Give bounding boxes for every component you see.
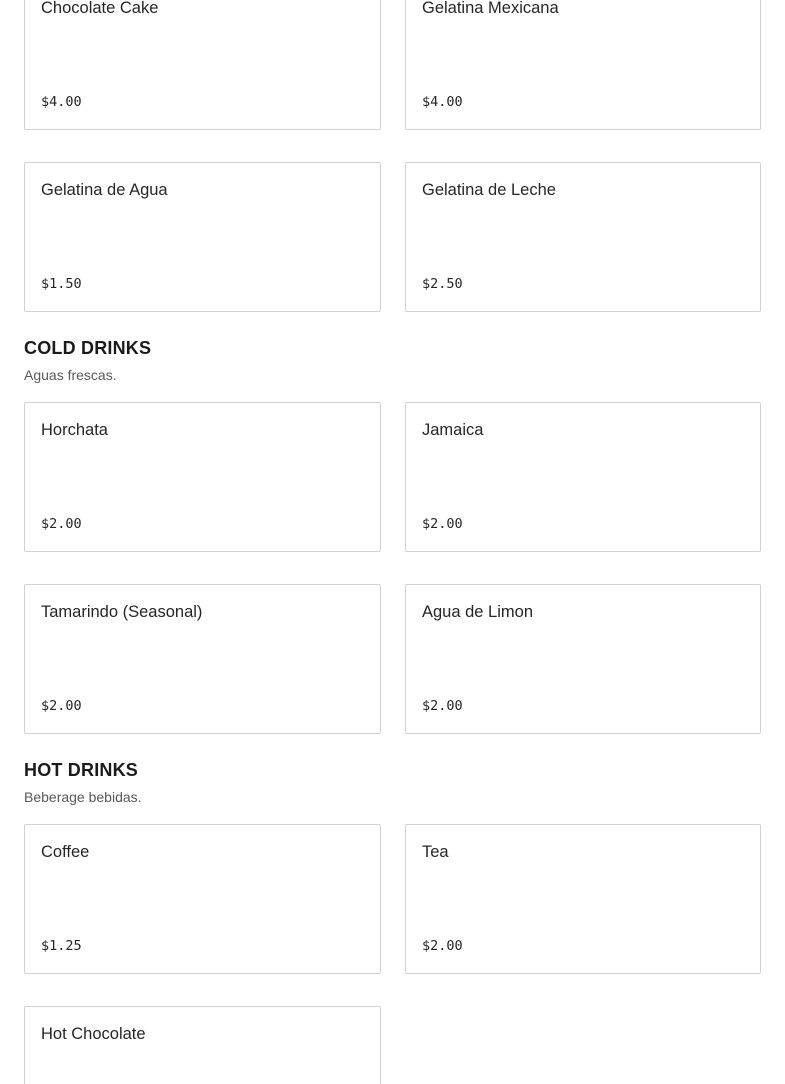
item-name: Gelatina Mexicana bbox=[422, 0, 559, 17]
menu-item-card[interactable] bbox=[24, 0, 381, 130]
section-description: Aguas frescas. bbox=[24, 367, 117, 383]
item-name: Hot Chocolate bbox=[41, 1025, 146, 1043]
item-price: $2.00 bbox=[41, 698, 82, 714]
item-name: Agua de Limon bbox=[422, 603, 533, 621]
menu-item-card[interactable] bbox=[405, 824, 761, 974]
item-price: $4.00 bbox=[422, 94, 463, 110]
menu-item-card[interactable] bbox=[405, 162, 761, 312]
menu-item-card[interactable] bbox=[24, 1006, 381, 1084]
section-title-hot-drinks: HOT DRINKS bbox=[24, 760, 138, 780]
menu-item-card[interactable] bbox=[405, 0, 761, 130]
section-description: Beberage bebidas. bbox=[24, 789, 142, 805]
menu-item-card[interactable] bbox=[24, 584, 381, 734]
item-price: $2.50 bbox=[422, 276, 463, 292]
menu-item-card[interactable] bbox=[24, 162, 381, 312]
item-name: Coffee bbox=[41, 843, 90, 861]
item-name: Gelatina de Leche bbox=[422, 181, 556, 199]
menu-item-card[interactable] bbox=[405, 402, 761, 552]
item-price: $1.50 bbox=[41, 276, 82, 292]
item-name: Horchata bbox=[41, 421, 108, 439]
item-name: Chocolate Cake bbox=[41, 0, 159, 17]
menu-item-card[interactable] bbox=[24, 402, 381, 552]
item-price: $2.00 bbox=[422, 516, 463, 532]
item-price: $4.00 bbox=[41, 94, 82, 110]
item-name: Tea bbox=[422, 843, 449, 861]
item-price: $1.25 bbox=[41, 938, 82, 954]
item-price: $2.00 bbox=[422, 698, 463, 714]
item-name: Gelatina de Agua bbox=[41, 181, 168, 199]
item-price: $2.00 bbox=[422, 938, 463, 954]
menu-item-card[interactable] bbox=[24, 824, 381, 974]
section-title-cold-drinks: COLD DRINKS bbox=[24, 338, 152, 358]
menu-item-card[interactable] bbox=[405, 584, 761, 734]
item-name: Tamarindo (Seasonal) bbox=[41, 603, 203, 621]
item-name: Jamaica bbox=[422, 421, 484, 439]
item-price: $2.00 bbox=[41, 516, 82, 532]
